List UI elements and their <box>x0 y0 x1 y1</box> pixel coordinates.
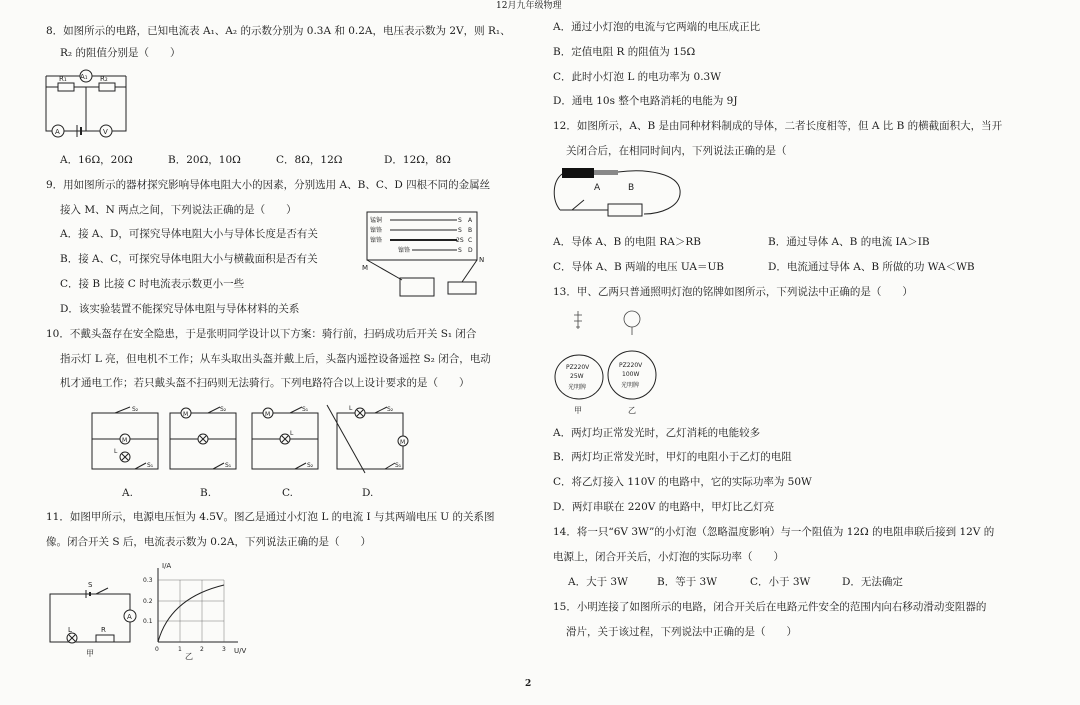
q9-point-m: M <box>362 264 369 272</box>
q10-a-s1: S₁ <box>147 462 154 469</box>
q9-wire-letter-a: A <box>468 217 473 224</box>
q9-wire-mark-4: S <box>458 247 462 254</box>
page-number: 2 <box>525 679 532 689</box>
q11-stem-line2: 像。闭合开关 S 后，电流表示数为 0.2A，下列说法正确的是（ ） <box>46 536 371 548</box>
q11-option-c: C．此时小灯泡 L 的电功率为 0.3W <box>553 71 722 83</box>
q13-option-d: D．两灯串联在 220V 的电路中，甲灯比乙灯亮 <box>553 501 775 513</box>
q10-stem-line1: 10．不戴头盔存在安全隐患，于是张明同学设计以下方案：骑行前，扫码成功后开关 S₁ 闭合 <box>46 328 477 340</box>
q8-label-a1: A₁ <box>80 73 88 81</box>
q10-label-b: B. <box>200 487 212 499</box>
q12-stem-line2: 关闭合后，在相同时间内，下列说法正确的是（ <box>566 145 787 157</box>
page-header: 12月九年级物理 <box>496 1 562 11</box>
q13-jia-l1: PZ220V <box>566 364 590 371</box>
q13-label-yi: 乙 <box>628 406 636 415</box>
q8-label-v: V <box>103 128 108 136</box>
q11-circuit-jia <box>44 578 144 658</box>
q10-circuit-b <box>168 405 240 475</box>
q11-option-b: B．定值电阻 R 的阻值为 15Ω <box>553 46 696 58</box>
q8-option-d: D．12Ω，8Ω <box>384 154 451 166</box>
q12-conductor-b <box>594 170 618 175</box>
q13-option-c: C．将乙灯接入 110V 的电路中，它的实际功率为 50W <box>553 476 812 488</box>
q9-wire-letter-d: D <box>468 247 473 254</box>
q9-wire-label-4: 镍铬 <box>398 247 411 254</box>
q11-jia-a: A <box>127 613 132 621</box>
q13-jia-l3: 光明牌 <box>568 384 587 391</box>
q8-option-a: A．16Ω，20Ω <box>60 154 133 166</box>
q11-xtick-0: 0 <box>155 646 159 653</box>
q8-stem-line1: 8．如图所示的电路，已知电流表 A₁、A₂ 的示数分别为 0.3A 和 0.2A，电压表示数为 2V，则 R₁、 <box>46 25 511 37</box>
q8-circuit-diagram <box>44 64 134 144</box>
q11-ytick-01: 0.1 <box>143 618 153 625</box>
q9-wire-mark-1: S <box>458 217 462 224</box>
q10-b-m: M <box>183 411 189 418</box>
q9-option-c: C．接 B 比接 C 时电流表示数更小一些 <box>60 278 245 290</box>
q12-label-a: A <box>594 183 601 193</box>
q8-label-a: A <box>55 128 60 136</box>
q13-jia-l2: 25W <box>570 373 584 380</box>
q12-label-b: B <box>628 183 635 193</box>
q9-wire-letter-c: C <box>468 237 473 244</box>
q10-a-l: L <box>114 448 118 455</box>
q8-option-b: B．20Ω，10Ω <box>168 154 241 166</box>
q9-stem-line1: 9．用如图所示的器材探究影响导体电阻大小的因素，分别选用 A、B、C、D 四根不同的金属丝 <box>46 179 491 191</box>
q10-d-l: L <box>349 405 353 412</box>
q12-circuit-diagram <box>548 160 688 228</box>
q11-yi-label: 乙 <box>185 652 193 661</box>
q8-stem-line2: R₂ 的阻值分别是（ ） <box>60 47 181 59</box>
q12-stem-line1: 12．如图所示，A、B 是由同种材料制成的导体，二者长度相等，但 A 比 B 的横截面积大，当开 <box>553 120 1003 132</box>
q14-option-d: D．无法确定 <box>842 576 903 588</box>
q9-wire-label-1: 锰铜 <box>370 217 383 224</box>
q11-jia-s: S <box>88 581 93 589</box>
q13-option-a: A．两灯均正常发光时，乙灯消耗的电能较多 <box>553 427 761 439</box>
q11-axis-y: I/A <box>162 562 172 570</box>
q10-circuit-a <box>90 405 162 475</box>
q11-option-d: D．通电 10s 整个电路消耗的电能为 9J <box>553 95 738 107</box>
q8-label-r1: R₁ <box>59 75 67 83</box>
q12-option-b: B．通过导体 A、B 的电流 IA＞IB <box>768 236 930 248</box>
q10-a-s2: S₂ <box>132 406 139 413</box>
q9-wire-mark-2: S <box>458 227 462 234</box>
q15-stem-line2: 滑片，关于该过程，下列说法中正确的是（ ） <box>566 626 797 638</box>
q9-option-a: A．接 A、D，可探究导体电阻大小与导体长度是否有关 <box>60 228 318 240</box>
q10-d-m: M <box>400 439 406 446</box>
q11-ytick-03: 0.3 <box>143 577 153 584</box>
q8-label-r2: R₂ <box>100 75 108 83</box>
q11-ytick-02: 0.2 <box>143 598 153 605</box>
q9-stem-line2: 接入 M、N 两点之间，下列说法正确的是（ ） <box>60 204 297 216</box>
q10-b-s2: S₂ <box>220 406 227 413</box>
q12-option-d: D．电流通过导体 A、B 所做的功 WA＜WB <box>768 261 975 273</box>
q11-graph-yi <box>140 560 250 660</box>
q10-b-s1: S₁ <box>225 462 232 469</box>
q10-c-m: M <box>265 411 271 418</box>
q14-option-a: A．大于 3W <box>568 576 628 588</box>
q10-c-l: L <box>290 430 294 437</box>
q11-jia-r: R <box>101 626 106 634</box>
q13-yi-l1: PZ220V <box>619 362 643 369</box>
q10-c-s1: S₁ <box>302 406 309 413</box>
q11-stem-line1: 11．如图甲所示，电源电压恒为 4.5V。图乙是通过小灯泡 L 的电流 I 与其两端电压 U 的关系图 <box>46 511 495 523</box>
q10-stem-line2: 指示灯 L 亮，但电机不工作；从车头取出头盔并戴上后，头盔内遥控设备遥控 S₂ 闭合，电动 <box>60 353 491 365</box>
q9-option-d: D．该实验装置不能探究导体电阻与导体材料的关系 <box>60 303 300 315</box>
q9-wire-label-3: 镍铬 <box>370 237 383 244</box>
q11-jia-label: 甲 <box>86 649 94 658</box>
q14-stem-line2: 电源上，闭合开关后，小灯泡的实际功率（ ） <box>553 551 784 563</box>
q10-d-s1: S₁ <box>395 462 402 469</box>
q9-wire-label-2: 镍铬 <box>370 227 383 234</box>
q12-option-a: A．导体 A、B 的电阻 RA＞RB <box>553 236 702 248</box>
q9-wire-mark-3: 2S <box>456 237 464 244</box>
q11-axis-x: U/V <box>234 647 247 655</box>
q9-apparatus-diagram <box>362 210 492 310</box>
q10-label-a: A. <box>122 487 133 499</box>
q13-bulb-plates <box>552 305 672 420</box>
q12-option-c: C．导体 A、B 两端的电压 UA＝UB <box>553 261 725 273</box>
q13-option-b: B．两灯均正常发光时，甲灯的电阻小于乙灯的电阻 <box>553 451 792 463</box>
q12-conductor-a <box>562 168 594 178</box>
q14-option-b: B．等于 3W <box>657 576 718 588</box>
q13-yi-l3: 光明牌 <box>621 382 640 389</box>
q11-xtick-2: 2 <box>200 646 204 653</box>
q8-option-c: C．8Ω，12Ω <box>276 154 343 166</box>
q11-xtick-3: 3 <box>222 646 226 653</box>
q10-d-s2: S₂ <box>387 406 394 413</box>
q10-c-s2: S₂ <box>307 462 314 469</box>
q10-label-d: D. <box>362 487 374 499</box>
q10-stem-line3: 机才通电工作；若只戴头盔不扫码则无法骑行。下列电路符合以上设计要求的是（ ） <box>60 377 470 389</box>
q10-circuit-c <box>250 405 322 475</box>
q11-option-a: A．通过小灯泡的电流与它两端的电压成正比 <box>553 21 761 33</box>
q11-xtick-1: 1 <box>178 646 182 653</box>
q9-option-b: B．接 A、C，可探究导体电阻大小与横截面积是否有关 <box>60 253 318 265</box>
q13-stem: 13．甲、乙两只普通照明灯泡的铭牌如图所示，下列说法中正确的是（ ） <box>553 286 913 298</box>
q11-iu-curve <box>158 585 224 642</box>
q14-stem-line1: 14．将一只“6V 3W”的小灯泡（忽略温度影响）与一个阻值为 12Ω 的电阻串联后接到 12V 的 <box>553 526 995 538</box>
q10-circuit-d <box>325 405 415 475</box>
q13-yi-l2: 100W <box>622 371 640 378</box>
q13-label-jia: 甲 <box>574 406 582 415</box>
q9-point-n: N <box>479 256 485 264</box>
q11-jia-l: L <box>68 626 72 634</box>
q9-wire-letter-b: B <box>468 227 473 234</box>
q15-stem-line1: 15．小明连接了如图所示的电路，闭合开关后在电路元件安全的范围内向右移动滑动变阻器的 <box>553 601 987 613</box>
q14-option-c: C．小于 3W <box>750 576 811 588</box>
q10-a-m: M <box>122 437 128 444</box>
q10-label-c: C. <box>282 487 293 499</box>
